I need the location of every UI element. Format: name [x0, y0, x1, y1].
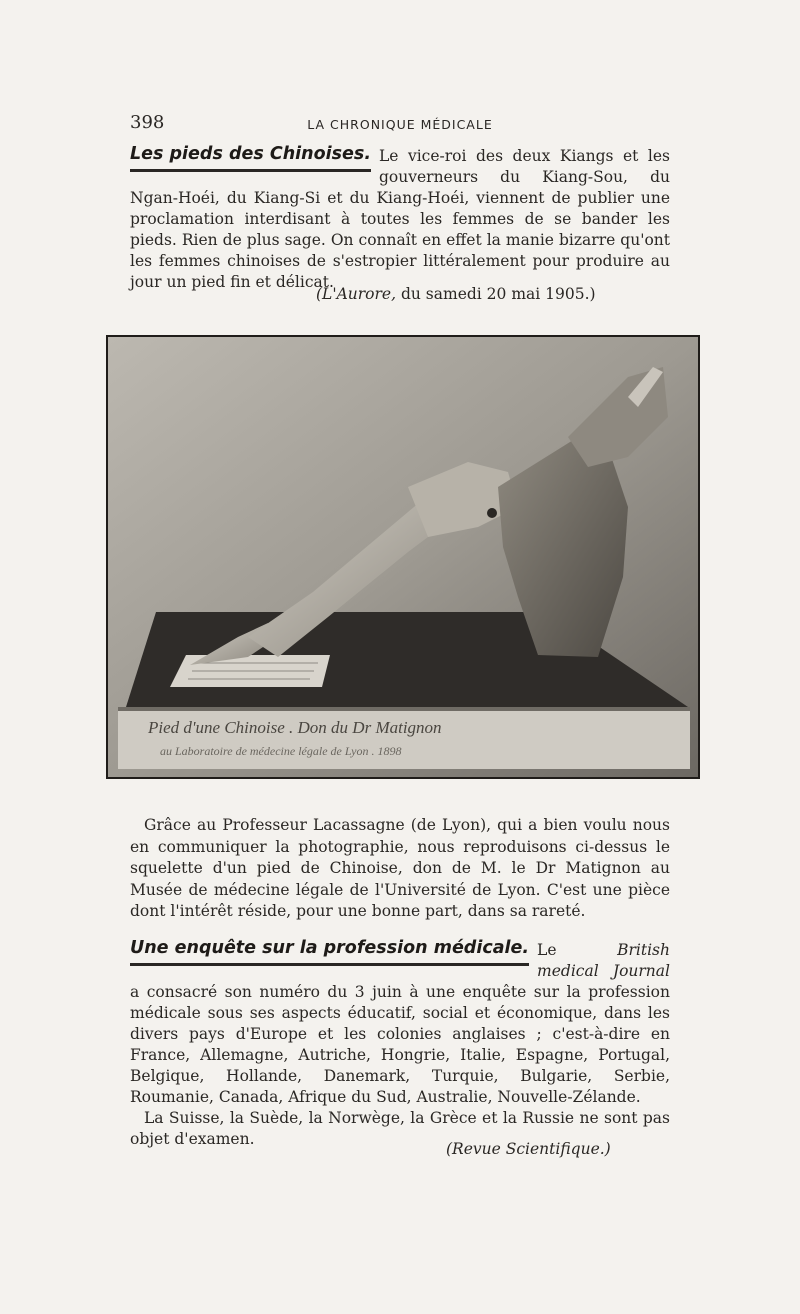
journal-title: British medical Journal [537, 941, 670, 980]
article-heading-2: Une enquête sur la profession médicale. [130, 938, 529, 966]
base-label-line2: au Laboratoire de médecine légale de Lyon . 1898 [160, 744, 402, 758]
source-date: du samedi 20 mai 1905.) [400, 285, 596, 303]
page-number: 398 [130, 112, 165, 133]
article-heading: Les pieds des Chinoises. [130, 144, 371, 172]
photo-illustration [108, 337, 698, 777]
article2-body-text: a consacré son numéro du 3 juin à une enquête sur la profession médicale sous ses aspects éducatif, social et économique, dans les divers pays d'Europe et les colonies anglaises ; c'est-à-dire en France, Allemagne, Autriche, Hongrie, Italie, Espagne, Portugal, Belgique, Hollande, Danemark, Turquie, Bulgarie, Serbie, Roumanie, Canada, Afrique du Sud, Australie, Nouvelle-Zélande. [130, 983, 670, 1106]
article-medical-enquiry [130, 940, 670, 1150]
base-label-line1: Pied d'une Chinoise . Don du Dr Matignon [148, 718, 442, 737]
base-front [118, 707, 690, 769]
source-name: (L'Aurore, [316, 285, 397, 303]
page-header [130, 112, 670, 136]
article-source [316, 285, 596, 303]
caption-text: Grâce au Professeur Lacassagne (de Lyon), qui a bien voulu nous en communiquer la photographie, nous reproduisons ci-dessus le squelette d'un pied de Chinoise, don de M. le Dr Matignon au Musée de médecine légale de l'Université de Lyon. C'est une pièce dont l'intérêt réside, pour une bonne part, dans sa rareté. [130, 816, 670, 920]
article2-source: (Revue Scientifique.) [446, 1140, 611, 1158]
article2-body-lead: Le [537, 941, 557, 959]
article-body: Le vice-roi des deux Kiangs et les gouverneurs du Kiang-Sou, du Ngan-Hoéi, du Kiang-Si et du Kiang-Hoéi, viennent de publier une proclamation interdisant à toutes les femmes de se bander les pieds. Rien de plus sage. On connaît en effet la manie bizarre qu'ont les femmes chinoises de s'estropier littéralement pour produire au jour un pied fin et délicat. [130, 147, 670, 291]
photo-caption [130, 815, 670, 923]
running-title: LA CHRONIQUE MÉDICALE [307, 117, 493, 132]
foot-skeleton-photo [106, 335, 700, 779]
article2-paragraph-2: La Suisse, la Suède, la Norwège, la Grèce et la Russie ne sont pas objet d'examen. [130, 1109, 670, 1148]
article-foot-binding [130, 146, 670, 293]
